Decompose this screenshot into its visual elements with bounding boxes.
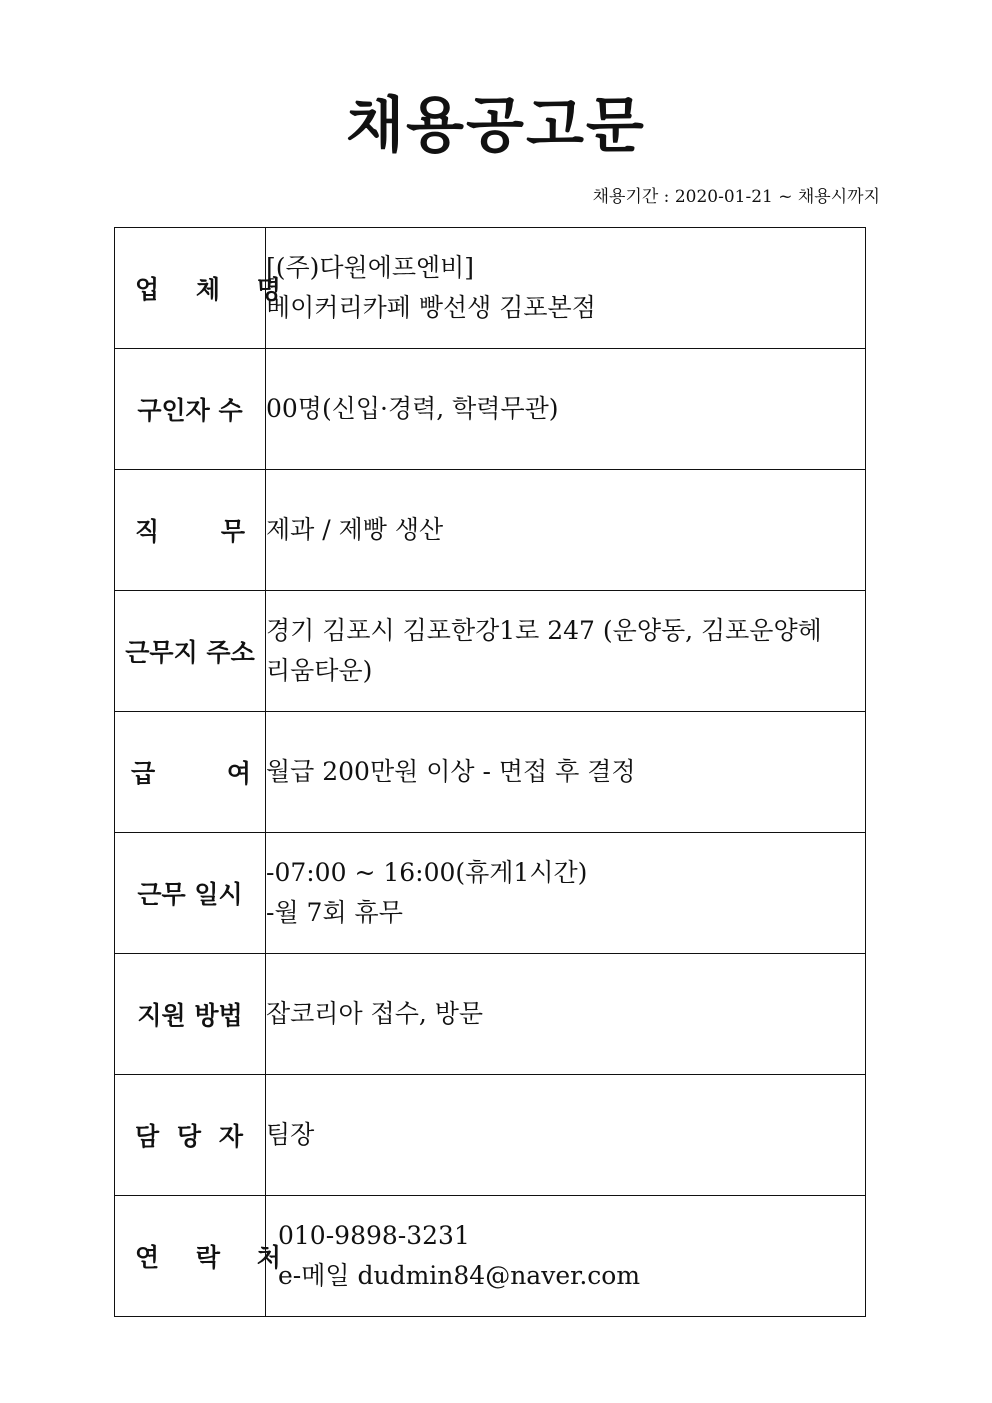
contact-label: 연 락 처 — [135, 1243, 295, 1272]
row-value-cell — [266, 712, 866, 833]
apply-method-label: 지원 방법 — [137, 1001, 243, 1030]
phone-number: 010-9898-3231 — [278, 1221, 470, 1250]
manager-value: 팀장 — [266, 1120, 315, 1149]
address-label: 근무지 주소 — [125, 638, 255, 667]
table-row — [115, 349, 866, 470]
salary-label — [115, 754, 265, 790]
table-row — [115, 712, 866, 833]
address-line: 경기 김포시 김포한강1로 247 (운양동, 김포운양헤 — [266, 616, 822, 645]
job-label — [115, 512, 265, 548]
table-row — [115, 591, 866, 712]
table-row — [115, 954, 866, 1075]
row-value-cell — [266, 591, 866, 712]
row-value-cell — [266, 1075, 866, 1196]
headcount-value: 00명(신입·경력, 학력무관) — [266, 394, 559, 423]
salary-label-part: 급 — [131, 759, 156, 788]
row-value-cell — [266, 228, 866, 349]
manager-label-part: 자 — [218, 1122, 243, 1151]
table-row — [115, 1075, 866, 1196]
email-address: e-메일 dudmin84@naver.com — [278, 1261, 641, 1290]
recruitment-period: 채용기간 : 2020-01-21 ~ 채용시까지 — [592, 187, 880, 207]
row-value-cell — [266, 470, 866, 591]
salary-label-part: 여 — [226, 759, 251, 788]
job-label-part: 무 — [220, 517, 245, 546]
days-off-line: -월 7회 휴무 — [266, 898, 403, 927]
company-name: [(주)다원에프엔비] — [266, 253, 475, 282]
salary-value: 월급 200만원 이상 - 면접 후 결정 — [266, 757, 636, 786]
row-label-cell — [115, 712, 266, 833]
row-label-cell — [115, 833, 266, 954]
work-hours-label: 근무 일시 — [137, 880, 243, 909]
company-label: 업 체 명 — [135, 275, 295, 304]
row-value-cell — [266, 1196, 866, 1317]
page-title: 채용공고문 — [346, 91, 646, 161]
job-label-part: 직 — [135, 517, 160, 546]
manager-label-part: 당 — [176, 1122, 202, 1151]
row-value-cell — [266, 833, 866, 954]
table-row — [115, 228, 866, 349]
row-label-cell — [115, 228, 295, 349]
row-label-cell — [115, 591, 266, 712]
company-branch: 베이커리카페 빵선생 김포본점 — [266, 293, 596, 322]
table-row — [115, 1196, 866, 1317]
row-label-cell — [115, 1196, 295, 1317]
row-value-cell — [266, 954, 866, 1075]
job-value: 제과 / 제빵 생산 — [266, 515, 444, 544]
table-row — [115, 833, 866, 954]
row-label-cell — [115, 470, 266, 591]
row-label-cell — [115, 349, 266, 470]
work-hours-line: -07:00 ~ 16:00(휴게1시간) — [266, 858, 588, 887]
job-info-table — [114, 227, 866, 1317]
row-label-cell — [115, 1075, 266, 1196]
headcount-label: 구인자 수 — [137, 396, 243, 425]
address-line: 리움타운) — [266, 656, 373, 685]
manager-label — [115, 1117, 265, 1153]
table-row — [115, 470, 866, 591]
apply-method-value: 잡코리아 접수, 방문 — [266, 999, 484, 1028]
manager-label-part: 담 — [135, 1122, 160, 1151]
row-label-cell — [115, 954, 266, 1075]
row-value-cell — [266, 349, 866, 470]
